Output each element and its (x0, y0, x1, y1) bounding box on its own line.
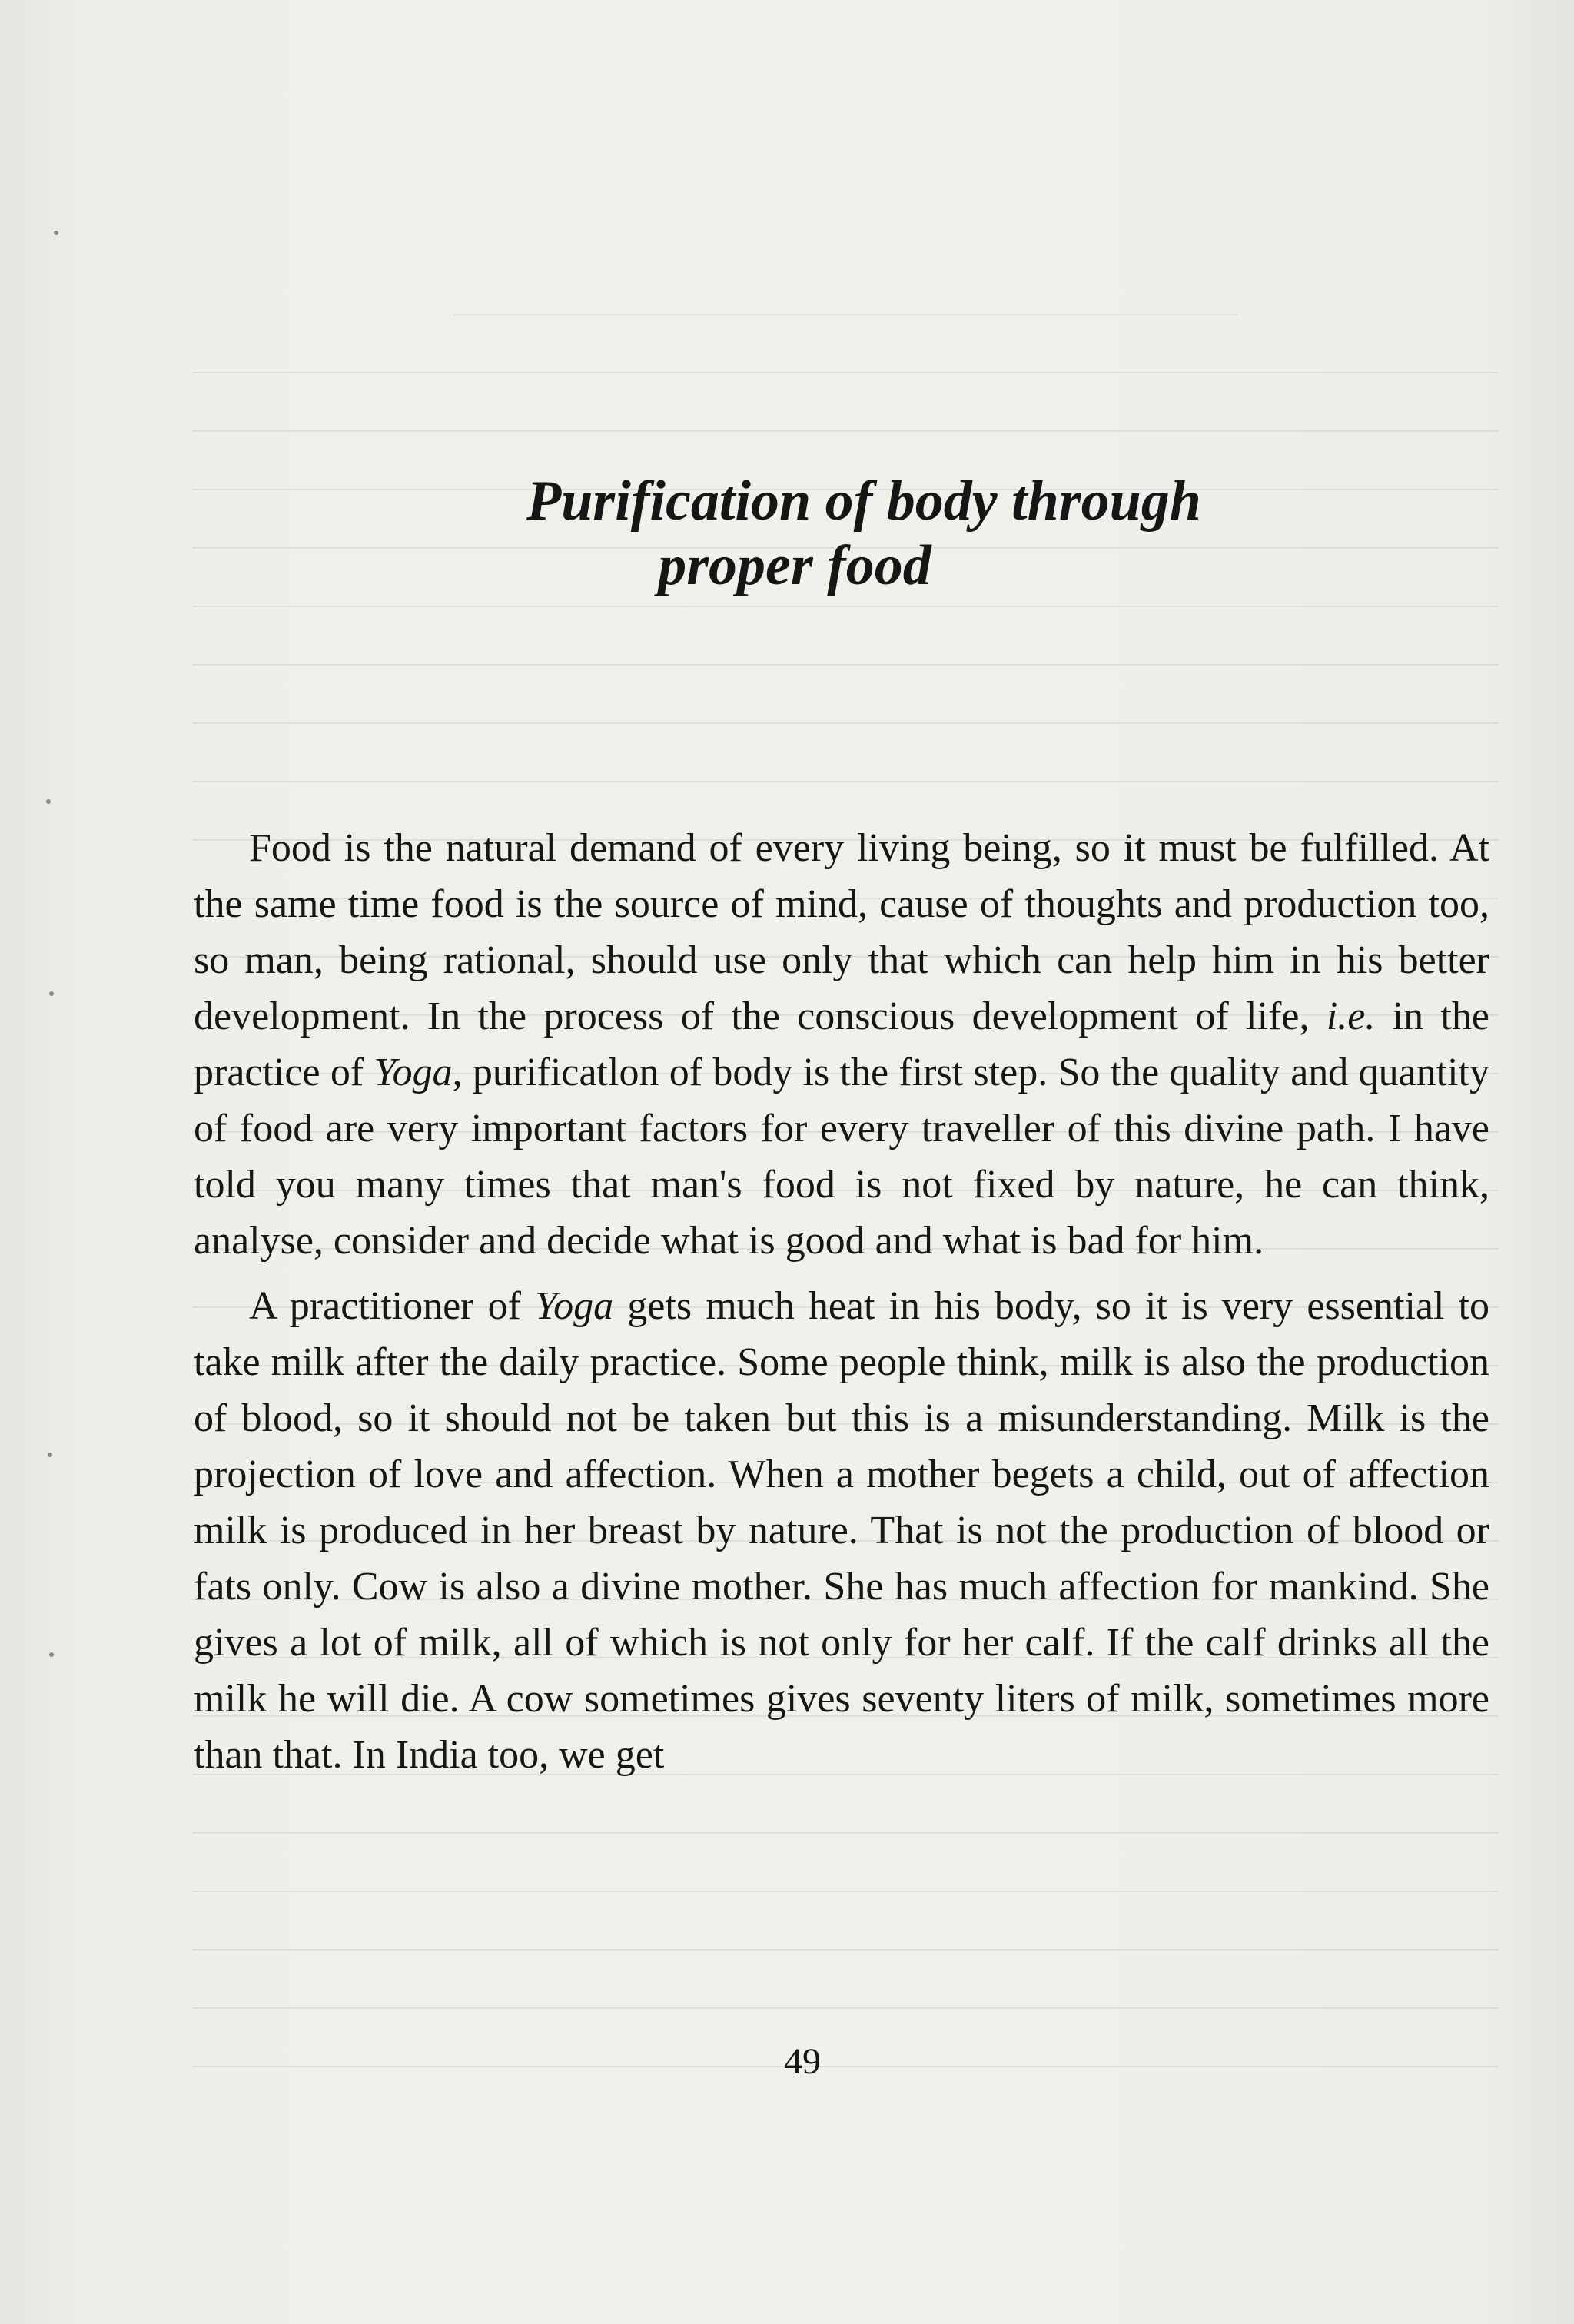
speck-mark (49, 991, 54, 996)
paragraph-1 (194, 820, 1489, 1269)
text-run: in the practice of (194, 994, 1489, 1094)
speck-mark (46, 799, 51, 804)
chapter-heading-line-1: Purification of body through (526, 470, 1201, 533)
chapter-heading (0, 469, 1574, 598)
text-run: , purificatlon of body is the first step. So the quality and quantity of food are very important factors for every traveller of this divine path. I have told you many times that man's food is not fixed by nature, he can think, analyse, consider and decide what is good and what is bad for him. (194, 1051, 1489, 1263)
speck-mark (48, 1452, 52, 1457)
chapter-heading-line-2: proper food (658, 534, 931, 597)
text-run: A practitioner of (249, 1284, 536, 1328)
text-run-italic: i.e. (1326, 994, 1376, 1038)
text-run: Food is the natural demand of every living being, so it must be fulfilled. At the same time food is the source of mind, cause of thoughts and production too, so man, being rational, should use only that which can help him in his better development. In the process of the conscious development of life, (194, 826, 1489, 1038)
text-run-italic: Yoga (535, 1284, 614, 1328)
text-run: gets much heat in his body, so it is very essential to take milk after the daily practice. Some people think, milk is also the production of blood, so it should not be taken but this is a misunderstanding. Milk is the projection of love and affection. When a mother begets a child, out of affection milk is produced in her breast by nature. That is not the production of blood or fats only. Cow is also a divine mother. She has much affection for mankind. She gives a lot of milk, all of which is not only for her calf. If the calf drinks all the milk he will die. A cow sometimes gives seventy liters of milk, sometimes more than that. In India too, we get (194, 1284, 1489, 1777)
speck-mark (49, 1652, 54, 1657)
body-text (194, 820, 1489, 1783)
text-run-italic: Yoga (374, 1051, 453, 1094)
paragraph-2 (194, 1278, 1489, 1783)
speck-mark (54, 231, 58, 235)
page-number: 49 (784, 2041, 821, 2082)
